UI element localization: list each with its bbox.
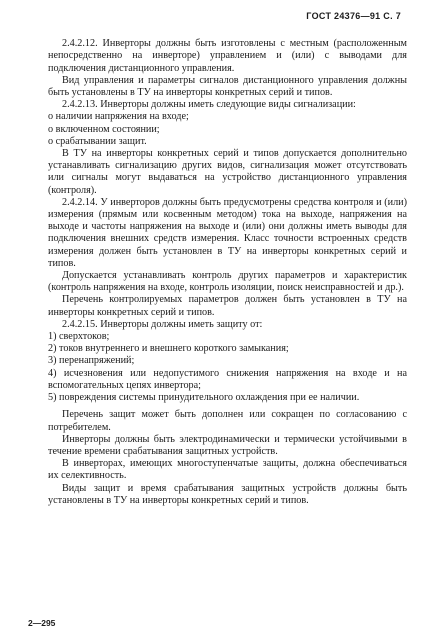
- stability-paragraph: Инверторы должны быть электродинамически и термически устойчивыми в течение времени срабатывания защитных устройств.: [48, 433, 407, 457]
- list-item: 4) исчезновения или недопустимого снижения напряжения на входе и на вспомогательных цепях инвертора;: [48, 367, 407, 391]
- list-item: о наличии напряжения на входе;: [48, 111, 189, 123]
- protection-list-note: Перечень защит может быть дополнен или сокращен по согласованию с потребителем.: [48, 409, 407, 433]
- protection-list: [48, 331, 407, 404]
- list-item: 2) токов внутреннего и внешнего короткого замыкания;: [48, 343, 289, 355]
- list-item: 5) повреждения системы принудительного охлаждения при ее наличии.: [48, 392, 360, 404]
- clause-2-4-2-12: 2.4.2.12. Инверторы должны быть изготовлены с местным (расположенным непосредственно на инверторе) управлением и (или) с выводами для подключения дистанционного управления.: [48, 38, 407, 74]
- extra-control-paragraph: Допускается устанавливать контроль других параметров и характеристик (контроль напряжения на входе, контроль изоляции, поиск неисправностей и др.).: [48, 270, 407, 294]
- protection-types-paragraph: Виды защит и время срабатывания защитных устройств должны быть установлены в ТУ на инверторы конкретных серий и типов.: [48, 482, 407, 506]
- signal-list: [48, 111, 407, 148]
- page-header: ГОСТ 24376—91 С. 7: [306, 11, 401, 21]
- clause-2-4-2-14: 2.4.2.14. У инверторов должны быть предусмотрены средства контроля и (или) измерения (прямым или косвенным методом) тока на выходе, напряжения на выходе и частоты напряжения на выходе и (или) они должны иметь выводы для подключения внешних средств измерения. Класс точности встроенных средств измерения должен быть установлен в ТУ на инверторы конкретных серий и типов.: [48, 196, 407, 269]
- clause-2-4-2-13: 2.4.2.13. Инверторы должны иметь следующие виды сигнализации:: [62, 99, 356, 111]
- remote-control-paragraph: Вид управления и параметры сигналов дистанционного управления должны быть установлены в ТУ на инверторы конкретных серий и типов.: [48, 74, 407, 99]
- list-item: о срабатывании защит.: [48, 135, 147, 147]
- signal-note-paragraph: В ТУ на инверторы конкретных серий и типов допускается дополнительно устанавливать сигнализацию других видов, сигнализация может отсутствовать или сигналы могут выдаваться на устройство дистанционного управления (контроля).: [48, 148, 407, 196]
- list-item: о включенном состоянии;: [48, 123, 160, 135]
- list-item: 3) перенапряжений;: [48, 355, 135, 367]
- list-item: 1) сверхтоков;: [48, 331, 110, 343]
- page-footer: 2—295: [28, 618, 56, 628]
- controlled-params-paragraph: Перечень контролируемых параметров должен быть установлен в ТУ на инверторы конкретных серий и типов.: [48, 294, 407, 318]
- clause-2-4-2-15: 2.4.2.15. Инверторы должны иметь защиту от:: [62, 318, 263, 330]
- selectivity-paragraph: В инверторах, имеющих многоступенчатые защиты, должна обеспечиваться их селективность.: [48, 458, 407, 482]
